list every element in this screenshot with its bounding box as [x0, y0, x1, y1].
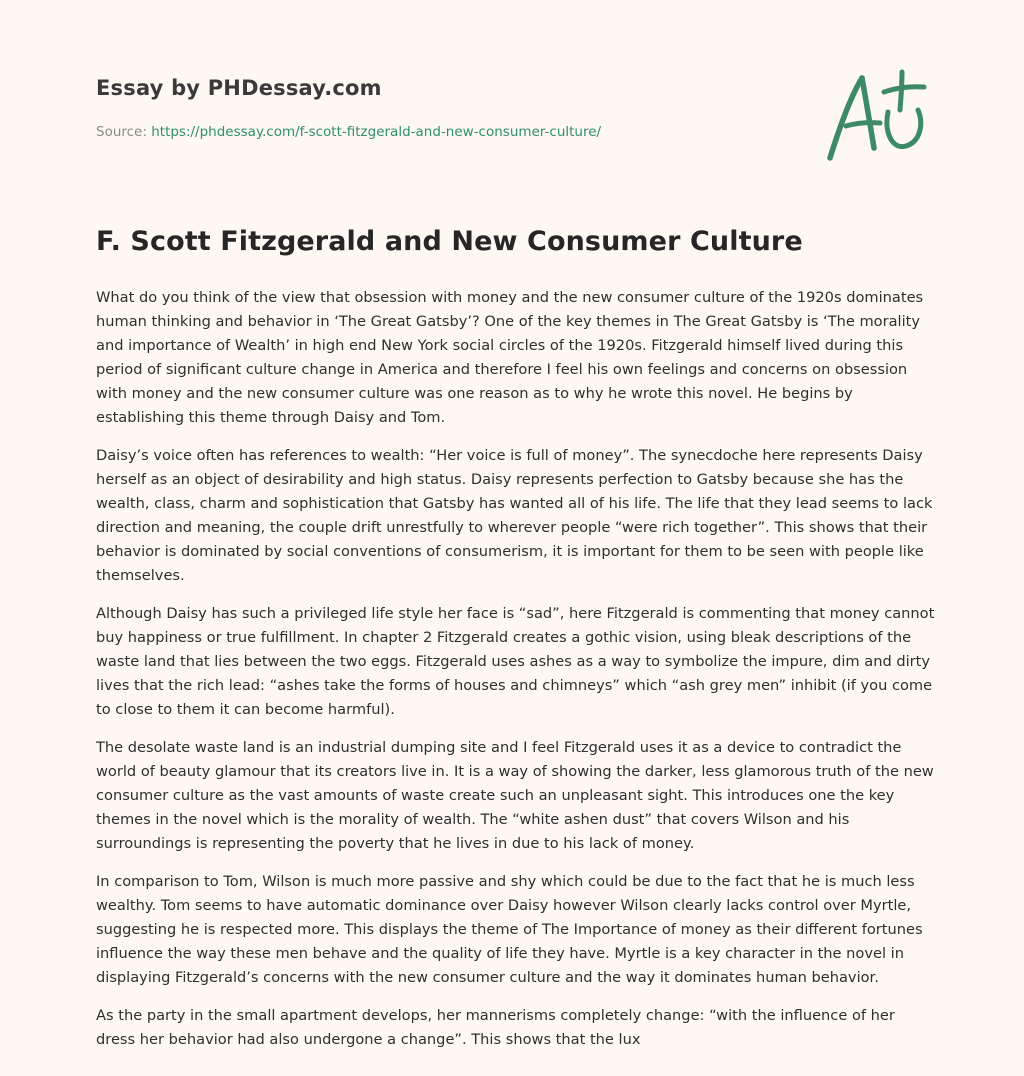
essay-title: F. Scott Fitzgerald and New Consumer Culture — [96, 226, 803, 257]
source-link[interactable]: https://phdessay.com/f-scott-fitzgerald-and-new-consumer-culture/ — [151, 124, 602, 140]
a-plus-logo-icon — [822, 66, 932, 166]
essay-paragraph: The desolate waste land is an industrial dumping site and I feel Fitzgerald uses it as a device to contradict the world of beauty glamour that its creators live in. It is a way of showing the darker, less glamorous truth of the new consumer culture as the vast amounts of waste create such an unpleasant sight. This introduces one the key themes in the novel which is the morality of wealth. The “white ashen dust” that covers Wilson and his surroundings is representing the poverty that he lives in due to his lack of money. — [96, 739, 934, 852]
essay-paragraph: Daisy’s voice often has references to wealth: “Her voice is full of money”. The synecdoche here represents Daisy herself as an object of desirability and high status. Daisy represents perfection to Gatsby because she has the wealth, class, charm and sophistication that Gatsby has wanted all of his life. The life that they lead seems to lack direction and meaning, the couple drift unrestfully to wherever people “were rich together”. This shows that their behavior is dominated by social conventions of consumerism, it is important for them to be seen with people like themselves. — [96, 447, 933, 584]
essay-paragraph: What do you think of the view that obsession with money and the new consumer culture of the 1920s dominates human thinking and behavior in ‘The Great Gatsby’? One of the key themes in The Great Gatsby is ‘The morality and importance of Wealth’ in high end New York social circles of the 1920s. Fitzgerald himself lived during this period of significant culture change in America and therefore I feel his own feelings and concerns on obsession with money and the new consumer culture was one reason as to why he wrote this novel. He begins by establishing this theme through Daisy and Tom. — [96, 289, 924, 426]
essay-paragraph: Although Daisy has such a privileged life style her face is “sad”, here Fitzgerald is commenting that money cannot buy happiness or true fulfillment. In chapter 2 Fitzgerald creates a gothic vision, using bleak descriptions of the waste land that lies between the two eggs. Fitzgerald uses ashes as a way to symbolize the impure, dim and dirty lives that the rich lead: “ashes take the forms of houses and chimneys” which “ash grey men” inhibit (if you come to close to them it can become harmful). — [96, 605, 935, 718]
source-label: Source: — [96, 124, 152, 140]
source-line — [96, 124, 601, 140]
essay-paragraph: In comparison to Tom, Wilson is much more passive and shy which could be due to the fact that he is much less wealthy. Tom seems to have automatic dominance over Daisy however Wilson clearly lacks control over Myrtle, suggesting he is respected more. This displays the theme of The Importance of money as their different fortunes influence the way these men behave and the quality of life they have. Myrtle is a key character in the novel in displaying Fitzgerald’s concerns with the new consumer culture and the way it dominates human behavior. — [96, 873, 923, 986]
essay-paragraph: As the party in the small apartment develops, her mannerisms completely change: “with the influence of her dress her behavior had also undergone a change”. This shows that the lux — [96, 1007, 895, 1048]
site-brand: Essay by PHDessay.com — [96, 76, 382, 100]
essay-body — [96, 286, 936, 1066]
